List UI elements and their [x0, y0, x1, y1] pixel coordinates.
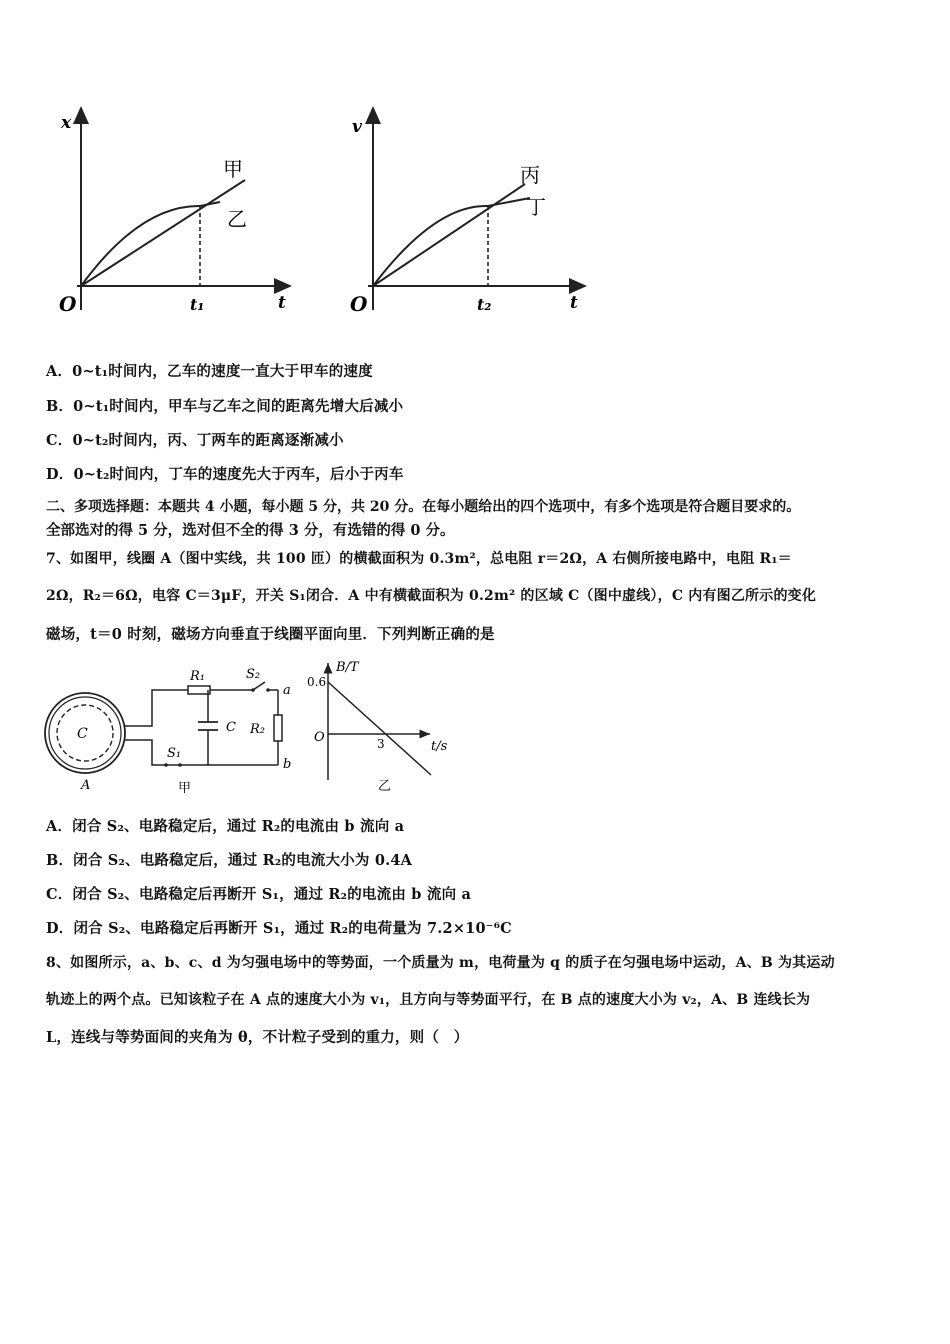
node-a-label: a — [283, 683, 291, 698]
vt-line-bing — [373, 184, 525, 286]
section2-header — [46, 495, 908, 543]
bt-graph — [305, 655, 465, 800]
node-b-label: b — [283, 757, 292, 772]
lead-bottom — [124, 740, 165, 765]
bt-y-label: B/T — [336, 660, 359, 675]
vt-y-label: v — [352, 117, 362, 137]
xt-label-yi: 乙 — [227, 207, 247, 231]
resistor-r2-label: R₂ — [250, 722, 265, 737]
q6-option-a: A．0~t₁时间内，乙车的速度一直大于甲车的速度 — [46, 363, 373, 380]
vt-label-ding: 丁 — [526, 195, 546, 219]
q6-option-d: D．0~t₂时间内，丁车的速度先大于丙车，后小于丙车 — [46, 466, 404, 483]
bt-x-label: t/s — [431, 739, 448, 754]
q8-line2: 轨迹上的两个点。已知该粒子在 A 点的速度大小为 v₁，且方向与等势面平行，在 B 点的速度大小为 v₂，A、B 连线长为 — [46, 992, 811, 1008]
lead-top — [124, 690, 188, 726]
circuit-caption: 甲 — [178, 781, 192, 796]
xt-graph — [45, 100, 300, 330]
vt-label-bing: 丙 — [520, 163, 540, 187]
bt-origin: O — [314, 730, 325, 745]
bt-field-line — [328, 682, 431, 775]
resistor-r2 — [274, 715, 282, 741]
q6-option-b: B．0~t₁时间内，甲车与乙车之间的距离先增大后减小 — [46, 398, 404, 415]
vt-origin: O — [350, 292, 368, 316]
xt-line-jia — [81, 180, 245, 286]
bt-x-tick: 3 — [377, 737, 385, 751]
xt-x-label: t — [278, 293, 286, 313]
xt-tick-t1: t₁ — [190, 295, 205, 314]
q7-option-b: B．闭合 S₂、电路稳定后，通过 R₂的电流大小为 0.4A — [46, 852, 413, 869]
q7-option-a: A．闭合 S₂、电路稳定后，通过 R₂的电流由 b 流向 a — [46, 818, 405, 835]
q7-line2: 2Ω，R₂＝6Ω，电容 C＝3μF，开关 S₁闭合．A 中有横截面积为 0.2m² 的区域 C（图中虚线），C 内有图乙所示的变化 — [46, 588, 817, 604]
bt-y-tick: 0.6 — [307, 675, 327, 689]
q7-option-c: C．闭合 S₂、电路稳定后再断开 S₁，通过 R₂的电流由 b 流向 a — [46, 886, 472, 903]
q8-line3: L，连线与等势面间的夹角为 θ，不计粒子受到的重力，则（ ） — [46, 1029, 469, 1046]
region-c-label: C — [77, 726, 88, 742]
coil-a-label: A — [81, 778, 91, 793]
resistor-r1 — [188, 686, 210, 694]
s2-blade — [253, 682, 265, 690]
vt-tick-t2: t₂ — [477, 295, 492, 314]
q8-line1: 8、如图所示，a、b、c、d 为匀强电场中的等势面，一个质量为 m，电荷量为 q 的质子在匀强电场中运动，A、B 为其运动 — [46, 955, 835, 971]
capacitor-label: C — [226, 720, 236, 735]
vt-x-label: t — [570, 293, 578, 313]
xt-label-jia: 甲 — [223, 157, 243, 181]
circuit-figure — [40, 660, 300, 805]
vt-graph — [340, 100, 595, 330]
xt-y-label: x — [61, 113, 72, 133]
bt-caption: 乙 — [378, 779, 392, 794]
q7-option-d: D．闭合 S₂、电路稳定后再断开 S₁，通过 R₂的电荷量为 7.2×10⁻⁶C — [46, 920, 512, 937]
resistor-r1-label: R₁ — [190, 669, 205, 684]
section2-line1: 二、多项选择题：本题共 4 小题，每小题 5 分，共 20 分。在每小题给出的四个选项中，有多个选项是符合题目要求的。 — [46, 499, 801, 515]
section2-line2: 全部选对的得 5 分，选对但不全的得 3 分，有选错的得 0 分。 — [46, 522, 455, 539]
q7-line1: 7、如图甲，线圈 A（图中实线，共 100 匝）的横截面积为 0.3m²，总电阻 r＝2Ω，A 右侧所接电路中，电阻 R₁＝ — [46, 551, 792, 567]
vt-curve-ding — [373, 198, 530, 286]
q7-line3: 磁场，t＝0 时刻，磁场方向垂直于线圈平面向里．下列判断正确的是 — [46, 626, 495, 643]
switch-s2-label: S₂ — [246, 667, 261, 682]
switch-s1-label: S₁ — [167, 746, 182, 761]
q6-option-c: C．0~t₂时间内，丙、丁两车的距离逐渐减小 — [46, 432, 344, 449]
xt-origin: O — [59, 292, 77, 316]
